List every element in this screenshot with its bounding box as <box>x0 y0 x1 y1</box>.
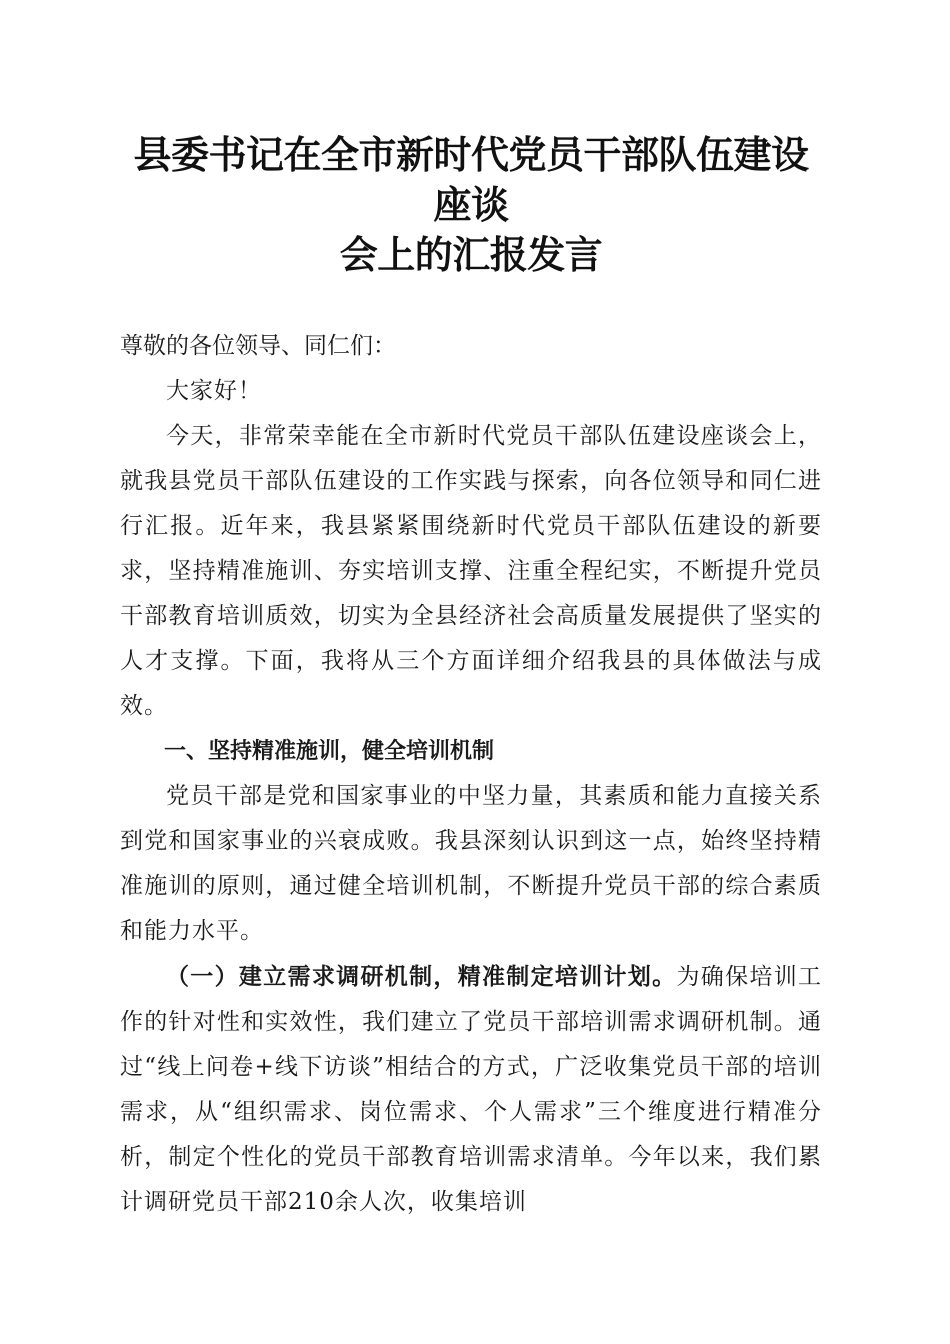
title-line-1: 县委书记在全市新时代党员干部队伍建设座谈 <box>133 132 809 227</box>
title-line-2: 会上的汇报发言 <box>339 232 603 277</box>
section-1-heading: 一、坚持精准施训，健全培训机制 <box>164 739 495 764</box>
greeting: 大家好！ <box>166 378 262 404</box>
subsection-1-body: 为确保培训工作的针对性和实效性，我们建立了党员干部培训需求调研机制。通过“线上问卷+线下访谈”相结合的方式，广泛收集党员干部的培训需求，从“组织需求、岗位需求、个人需求”三个维度进行精准分析，制定个性化的党员干部教育培训需求清单。今年以来，我们累计调研党员干部210余人次，收集培训 <box>120 964 823 1215</box>
subsection-1-paragraph <box>120 954 822 1225</box>
section-1-paragraph: 党员干部是党和国家事业的中坚力量，其素质和能力直接关系到党和国家事业的兴衰成败。我县深刻认识到这一点，始终坚持精准施训的原则，通过健全培训机制，不断提升党员干部的综合素质和能力水平。 <box>120 783 822 944</box>
document-title <box>120 130 822 280</box>
subsection-1-heading: （一）建立需求调研机制，精准制定培训计划。 <box>166 963 677 990</box>
intro-paragraph: 今天，非常荣幸能在全市新时代党员干部队伍建设座谈会上，就我县党员干部队伍建设的工作实践与探索，向各位领导和同仁进行汇报。近年来，我县紧紧围绕新时代党员干部队伍建设的新要求，坚持精准施训、夯实培训支撑、注重全程纪实，不断提升党员干部教育培训质效，切实为全县经济社会高质量发展提供了坚实的人才支撑。下面，我将从三个方面详细介绍我县的具体做法与成效。 <box>120 423 822 719</box>
salutation: 尊敬的各位领导、同仁们： <box>120 333 396 359</box>
